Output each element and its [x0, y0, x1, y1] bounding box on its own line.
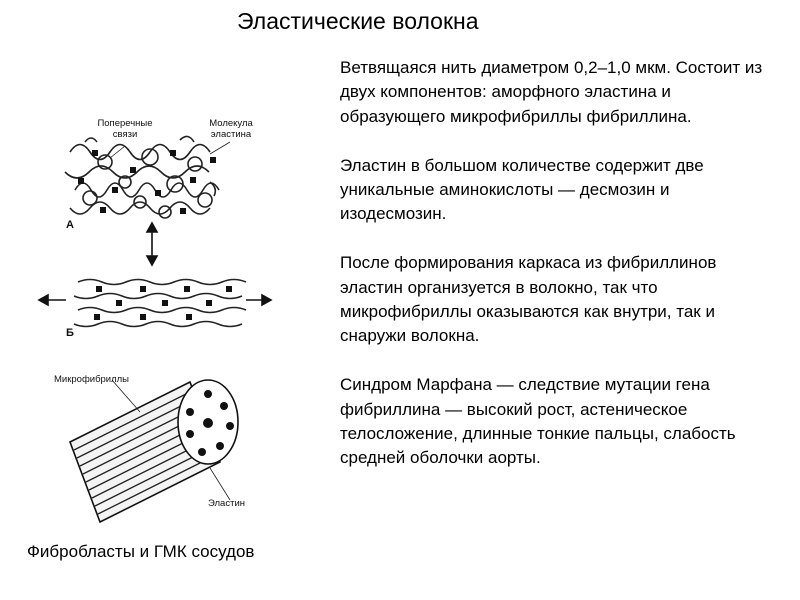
paragraph-structure: Ветвящаяся нить диаметром 0,2–1,0 мкм. Состоит из двух компонентов: аморфного эластина и образующего микрофибриллы фибриллина. — [340, 58, 763, 126]
label-state-a: А — [66, 219, 74, 231]
illustration-drawing — [30, 112, 330, 532]
paragraph-marfan: Синдром Марфана — следствие мутации гена фибриллина — высокий рост, астеническое телосложение, длинные тонкие пальцы, слабость средней оболочки аорты. — [340, 375, 736, 468]
label-elastin: Эластин — [208, 498, 245, 509]
label-crosslinks: Поперечные связи — [97, 118, 153, 140]
label-microfibrils: Микрофибриллы — [54, 374, 130, 385]
label-elastin-molecule: Молекула эластина — [209, 118, 253, 140]
elastic-fiber-illustration — [30, 112, 330, 532]
stretch-arrow-vertical — [147, 223, 157, 265]
slide-title: Эластические волокна — [237, 8, 479, 34]
figure-caption: Фибробласты и ГМК сосудов — [27, 542, 255, 561]
paragraph-organization: После формирования каркаса из фибриллинов эластин организуется в волокно, так что микрофибриллы оказываются как внутри, так и снаружи волокна. — [340, 253, 717, 346]
label-state-b: Б — [66, 327, 74, 339]
paragraph-amino-acids: Эластин в большом количестве содержит две уникальные аминокислоты — десмозин и изодесмозин. — [340, 155, 704, 224]
stretched-crosslinks — [94, 286, 232, 320]
description-text — [340, 56, 780, 471]
